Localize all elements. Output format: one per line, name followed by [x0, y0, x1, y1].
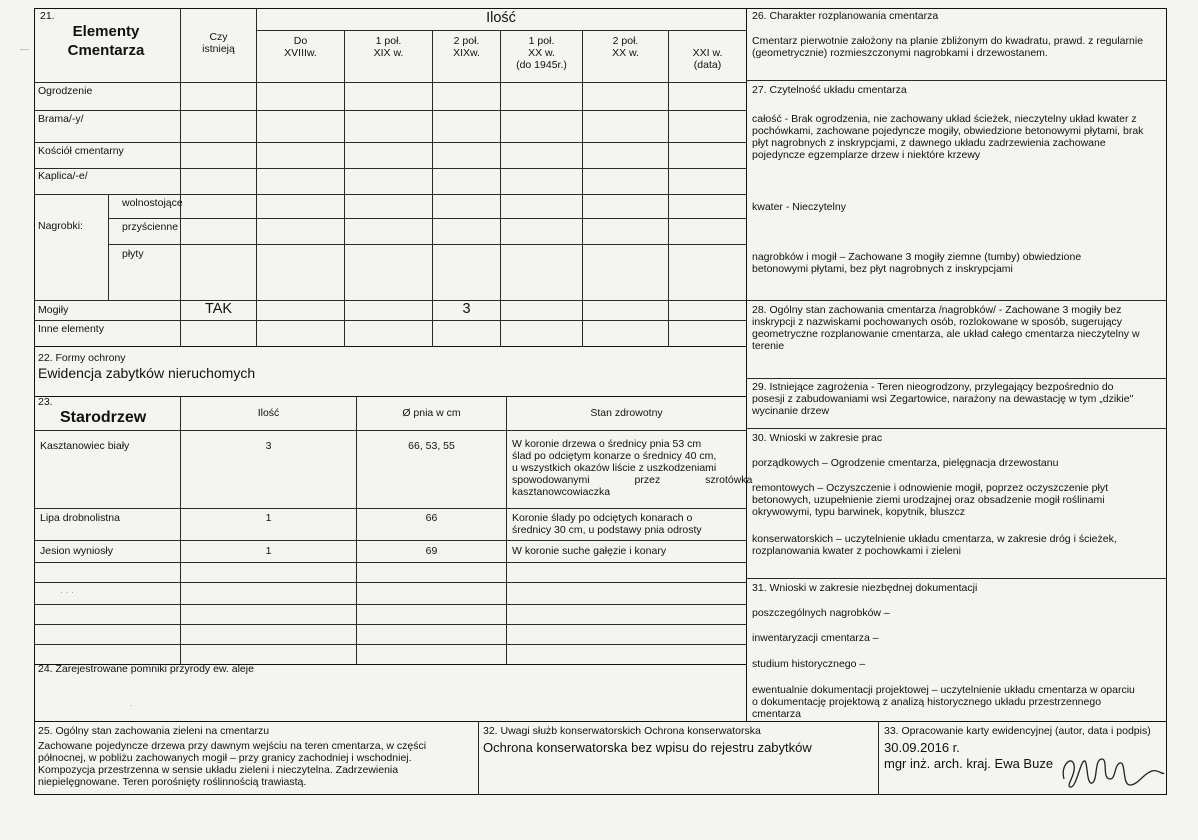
s22-value: Ewidencja zabytków nieruchomych	[38, 365, 256, 381]
s23-header-diameter: Ø pnia w cm	[402, 407, 461, 419]
s25-line: północnej, w pobliżu zachowanych mogił – przy granicy zachodniej i wschodniej.	[38, 752, 412, 764]
s30-label: 30. Wnioski w zakresie prac	[752, 432, 883, 444]
s31-item: studium historycznego –	[752, 658, 866, 670]
frame-left	[34, 8, 35, 794]
tree-count: 1	[265, 512, 272, 524]
handwritten-signature	[1058, 745, 1168, 795]
scan-speck: ·	[130, 700, 133, 710]
s24-label: 24. Zarejestrowane pomniki przyrody ew. aleje	[38, 663, 254, 675]
tree-name: Lipa drobnolistna	[40, 512, 120, 524]
tree-state-line: Koronie ślady po odciętych konarach o	[512, 512, 693, 524]
tree-name: Kasztanowiec biały	[40, 440, 130, 452]
s25-label: 25. Ogólny stan zachowania zieleni na cmentarzu	[38, 725, 270, 737]
mogily-exists-value: TAK	[204, 301, 233, 317]
s29-line: 29. Istniejące zagrożenia - Teren nieogrodzony, przylegający bezpośrednio do	[752, 381, 1114, 393]
s21-row-rule	[108, 244, 746, 245]
s31-item: inwentaryzacji cmentarza –	[752, 632, 879, 644]
col-header: XVIIIw.	[284, 47, 317, 59]
s26-line: Cmentarz pierwotnie założony na planie zbliżonym do kwadratu, prawd. z regularnie	[752, 35, 1144, 47]
s27-label: 27. Czytelność układu cmentarza	[752, 84, 907, 96]
s23-row-rule	[34, 540, 746, 541]
s31-ewentualnie-line: cmentarza	[752, 708, 802, 720]
s32-divider	[878, 721, 879, 794]
s27-calosc-line: płyt nagrobnych z inskrypcjami, z dawnego układu zadrzewienia zachowane	[752, 137, 1106, 149]
s28-line: geometryczne rozplanowanie cmentarza, ale układ całego cmentarza nieczytelny w	[752, 328, 1140, 340]
s23-row-rule	[34, 624, 746, 625]
bottom-band-top	[34, 721, 1167, 722]
tree-state-line: ślad po odciętym konarze o średnicy 40 cm,	[512, 450, 717, 462]
scan-speck: —	[20, 44, 29, 54]
s27-calosc-line: pojedyncze egzemplarze drzew i niektóre krzewy	[752, 149, 981, 161]
s27-calosc-line: pochówkami, zachowane pojedyncze mogiły, obwiedzione betonowymi płytami, brak	[752, 125, 1144, 137]
s30-bottom	[746, 578, 1166, 579]
s31-ewentualnie-line: ewentualnie dokumentacji projektowej – uczytelnienie układu cmentarza w oparciu	[752, 684, 1135, 696]
col-header: XX w.	[528, 47, 555, 59]
s23-row-rule	[34, 604, 746, 605]
tree-state-line: kasztanowcowiaczka	[512, 486, 611, 498]
s23-head-bottom	[34, 430, 746, 431]
tree-count: 1	[265, 545, 272, 557]
s21-number: 21.	[40, 10, 55, 22]
s27-kwater: kwater - Nieczytelny	[752, 201, 846, 213]
row-label-inne: Inne elementy	[38, 323, 104, 335]
s25-line: Zachowane pojedyncze drzewa przy dawnym wejściu na teren cmentarza, w części	[38, 740, 427, 752]
exists-header-line2: istnieją	[202, 43, 235, 55]
col-header: 1 poł.	[528, 35, 555, 47]
s28-bottom	[746, 378, 1166, 379]
s21-title-line1: Elementy	[72, 23, 140, 40]
s21-row-rule	[34, 142, 746, 143]
s26-label: 26. Charakter rozplanowania cmentarza	[752, 10, 939, 22]
tree-state-line: spowodowanymi przez szrotówka	[512, 474, 753, 486]
row-label-mogily: Mogiły	[38, 304, 69, 316]
tree-state-line: u wszystkich okazów liście z uszkodzeniami	[512, 462, 717, 474]
s21-col6	[582, 30, 583, 346]
frame-bottom	[34, 794, 1167, 795]
s31-label: 31. Wnioski w zakresie niezbędnej dokumentacji	[752, 582, 978, 594]
s21-col3	[344, 30, 345, 346]
col-header: XIXw.	[453, 47, 480, 59]
s21-col1	[180, 8, 181, 346]
s21-row-rule	[34, 320, 746, 321]
col-header: 2 poł.	[453, 35, 480, 47]
s21-col4	[432, 30, 433, 346]
tree-state-line: W koronie suche gałęzie i konary	[512, 545, 667, 557]
col-header: (do 1945r.)	[516, 59, 567, 71]
row-label-kosciol: Kościół cmentarny	[38, 145, 124, 157]
s28-line: terenie	[752, 340, 785, 352]
s28-line: 28. Ogólny stan zachowania cmentarza /nagrobków/ - Zachowane 3 mogiły bez	[752, 304, 1122, 316]
s27-nagrobkow-line: nagrobków i mogił – Zachowane 3 mogiły ziemne (tumby) obwiedzione	[752, 251, 1082, 263]
s29-bottom	[746, 428, 1166, 429]
s21-col7	[668, 30, 669, 346]
frame-right	[1166, 8, 1167, 794]
scan-speck: · · ·	[60, 587, 74, 597]
row-label-ogrodzenie: Ogrodzenie	[38, 85, 93, 97]
s27-bottom	[746, 300, 1166, 301]
s21-row-rule	[34, 110, 746, 111]
s25-divider	[478, 721, 479, 794]
col-header: 1 poł.	[375, 35, 402, 47]
s23-header-count: Ilość	[257, 407, 280, 419]
s25-line: Kompozycja przestrzenna w sensie układu zieleni i nieczytelna. Zadrzewienia	[38, 764, 399, 776]
s26-line: (geometrycznie) rozmieszczonymi nagrobkami i drzewostanem.	[752, 47, 1048, 59]
col-header: XXI w.	[692, 47, 723, 59]
s32-value: Ochrona konserwatorska bez wpisu do rejestru zabytków	[483, 740, 812, 755]
tree-name: Jesion wyniosły	[40, 545, 113, 557]
s21-col5	[500, 30, 501, 346]
half-divider	[746, 8, 747, 721]
tree-state-line: W koronie drzewa o średnicy pnia 53 cm	[512, 438, 702, 450]
tree-diameter: 66, 53, 55	[408, 440, 455, 452]
ilosc-header: Ilość	[486, 10, 516, 26]
s27-calosc-line: całość - Brak ogrodzenia, nie zachowany układ ścieżek, nieczytelny układ kwater z	[752, 113, 1137, 125]
s30-remontowych-line: okrywowymi, typu barwinek, kopytnik, bluszcz	[752, 506, 965, 518]
s30-remontowych-line: remontowych – Oczyszczenie i odnowienie mogił, poprzez oczyszczenie płyt	[752, 482, 1108, 494]
s25-line: niepielęgnowane. Teren porośnięty roślinnością trawiastą.	[38, 776, 307, 788]
mogily-count-value: 3	[462, 301, 471, 317]
row-label-kaplica: Kaplica/-e/	[38, 170, 88, 182]
tree-count: 3	[265, 440, 272, 452]
s21-row-rule	[34, 194, 746, 195]
col-header: 2 poł.	[612, 35, 639, 47]
s32-label: 32. Uwagi służb konserwatorskich Ochrona konserwatorska	[483, 725, 761, 737]
s31-ewentualnie-line: o dokumentację projektową z analizą historycznego układu przestrzennego	[752, 696, 1102, 708]
row-label-przyscienne: przyścienne	[122, 221, 179, 233]
s21-row-rule	[34, 300, 746, 301]
s23-row-rule	[34, 562, 746, 563]
s21-title-line2: Cmentarza	[67, 42, 145, 59]
s23-number: 23.	[38, 396, 53, 408]
s22-bottom	[34, 396, 746, 397]
s29-line: posesji z zabudowaniami wsi Zegartowice, narażony na dewastację w tym „dzikie"	[752, 393, 1134, 405]
s21-ilosc-rule	[256, 30, 746, 31]
s29-line: wycinanie drzew	[752, 405, 830, 417]
s23-row-rule	[34, 644, 746, 645]
s30-porzadkowych: porządkowych – Ogrodzenie cmentarza, pielęgnacja drzewostanu	[752, 457, 1059, 469]
nagrobki-divider	[108, 194, 109, 300]
col-header: XX w.	[612, 47, 639, 59]
s33-label: 33. Opracowanie karty ewidencyjnej (autor, data i podpis)	[884, 725, 1151, 737]
tree-diameter: 69	[425, 545, 438, 557]
s23-row-rule	[34, 508, 746, 509]
s33-date: 30.09.2016 r.	[884, 740, 960, 755]
s22-label: 22. Formy ochrony	[38, 352, 126, 364]
s21-row-rule	[34, 168, 746, 169]
row-label-nagrobki: Nagrobki:	[38, 220, 83, 232]
exists-header-line1: Czy	[209, 31, 228, 43]
s33-author: mgr inż. arch. kraj. Ewa Buze	[884, 756, 1054, 771]
col-header: XIX w.	[373, 47, 404, 59]
s26-bottom	[746, 80, 1166, 81]
s21-row-rule	[108, 218, 746, 219]
row-label-plyty: płyty	[122, 248, 144, 260]
s21-bottom	[34, 346, 746, 347]
s21-head-bottom	[34, 82, 746, 83]
s23-title: Starodrzew	[60, 409, 147, 426]
s23-row-rule	[34, 582, 746, 583]
s30-remontowych-line: betonowych, uzupełnienie ziemi urodzajnej oraz obsadzenie mogił roślinami	[752, 494, 1105, 506]
row-label-brama: Brama/-y/	[38, 113, 84, 125]
tree-state-line: średnicy 30 cm, u podstawy pnia odrosty	[512, 524, 702, 536]
s30-konserwatorskich-line: konserwatorskich – uczytelnienie układu cmentarza, w zakresie dróg i ścieżek,	[752, 533, 1117, 545]
s30-konserwatorskich-line: rozplanowania kwater z pochowkami i zieleni	[752, 545, 961, 557]
row-label-wolnostojace: wolnostojące	[122, 197, 183, 209]
s31-item: poszczególnych nagrobków –	[752, 607, 890, 619]
s28-line: inskrypcji z nazwiskami pochowanych osób, rozlokowane w sposób, sugerujący	[752, 316, 1123, 328]
frame-top	[34, 8, 1166, 9]
tree-diameter: 66	[425, 512, 438, 524]
col-header: Do	[293, 35, 308, 47]
col-header: (data)	[693, 59, 722, 71]
s27-nagrobkow-line: betonowymi płytami, bez płyt nagrobnych z inskrypcjami	[752, 263, 1013, 275]
s23-header-state: Stan zdrowotny	[590, 407, 663, 419]
